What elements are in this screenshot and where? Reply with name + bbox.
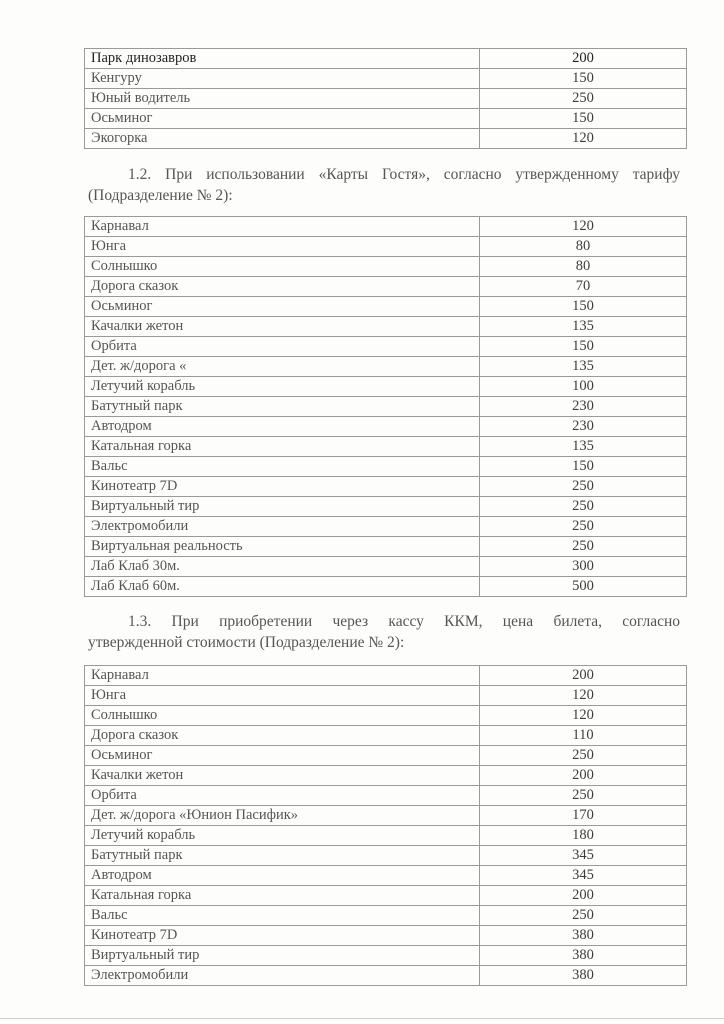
- ticket-price: 230: [480, 417, 687, 437]
- table-row: [85, 217, 687, 237]
- attraction-name: Виртуальный тир: [85, 497, 480, 517]
- attraction-name: Летучий корабль: [85, 377, 480, 397]
- ticket-price: 345: [480, 866, 687, 886]
- ticket-price: 120: [480, 686, 687, 706]
- ticket-price: 135: [480, 357, 687, 377]
- ticket-price: 120: [480, 129, 687, 149]
- table-row: [85, 277, 687, 297]
- table-row: [85, 397, 687, 417]
- table-row: [85, 437, 687, 457]
- table-row: [85, 497, 687, 517]
- attraction-name: Качалки жетон: [85, 317, 480, 337]
- attraction-name: Дорога сказок: [85, 726, 480, 746]
- table-row: [85, 686, 687, 706]
- price-table-guest-card: [84, 216, 687, 597]
- attraction-name: Осьминог: [85, 297, 480, 317]
- attraction-name: Катальная горка: [85, 886, 480, 906]
- table-row: [85, 906, 687, 926]
- table-row: [85, 746, 687, 766]
- ticket-price: 250: [480, 786, 687, 806]
- ticket-price: 250: [480, 517, 687, 537]
- ticket-price: 250: [480, 497, 687, 517]
- ticket-price: 150: [480, 457, 687, 477]
- attraction-name: Батутный парк: [85, 846, 480, 866]
- table-row: [85, 477, 687, 497]
- ticket-price: 150: [480, 297, 687, 317]
- ticket-price: 250: [480, 89, 687, 109]
- page-bottom-edge: [0, 1018, 724, 1019]
- attraction-name: Карнавал: [85, 217, 480, 237]
- table-row: [85, 317, 687, 337]
- price-table-attractions: [84, 48, 687, 149]
- table-row: [85, 557, 687, 577]
- table-row: [85, 706, 687, 726]
- table-row: [85, 129, 687, 149]
- ticket-price: 250: [480, 746, 687, 766]
- attraction-name: Солнышко: [85, 257, 480, 277]
- table-row: [85, 577, 687, 597]
- table-row: [85, 297, 687, 317]
- attraction-name: Осьминог: [85, 109, 480, 129]
- table-row: [85, 69, 687, 89]
- ticket-price: 380: [480, 966, 687, 986]
- table-row: [85, 357, 687, 377]
- table-row: [85, 417, 687, 437]
- attraction-name: Юнга: [85, 686, 480, 706]
- table-row: [85, 537, 687, 557]
- attraction-name: Юнга: [85, 237, 480, 257]
- ticket-price: 135: [480, 437, 687, 457]
- attraction-name: Электромобили: [85, 966, 480, 986]
- attraction-name: Кенгуру: [85, 69, 480, 89]
- attraction-name: Парк динозавров: [85, 49, 480, 69]
- attraction-name: Лаб Клаб 60м.: [85, 577, 480, 597]
- attraction-name: Орбита: [85, 786, 480, 806]
- attraction-name: Батутный парк: [85, 397, 480, 417]
- attraction-name: Дет. ж/дорога «Юнион Пасифик»: [85, 806, 480, 826]
- table-row: [85, 886, 687, 906]
- ticket-price: 120: [480, 217, 687, 237]
- ticket-price: 200: [480, 666, 687, 686]
- attraction-name: Виртуальная реальность: [85, 537, 480, 557]
- table-row: [85, 726, 687, 746]
- price-table-cash-register: [84, 665, 687, 986]
- attraction-name: Катальная горка: [85, 437, 480, 457]
- attraction-name: Кинотеатр 7D: [85, 926, 480, 946]
- table-row: [85, 49, 687, 69]
- ticket-price: 200: [480, 886, 687, 906]
- table-row: [85, 457, 687, 477]
- ticket-price: 250: [480, 906, 687, 926]
- ticket-price: 250: [480, 477, 687, 497]
- attraction-name: Летучий корабль: [85, 826, 480, 846]
- table-row: [85, 946, 687, 966]
- attraction-name: Электромобили: [85, 517, 480, 537]
- ticket-price: 230: [480, 397, 687, 417]
- table-row: [85, 926, 687, 946]
- section-1-2-text: 1.2. При использовании «Карты Гостя», согласно утвержденному тарифу (Подразделение № 2):: [88, 166, 680, 204]
- ticket-price: 110: [480, 726, 687, 746]
- ticket-price: 345: [480, 846, 687, 866]
- table-row: [85, 377, 687, 397]
- ticket-price: 300: [480, 557, 687, 577]
- attraction-name: Автодром: [85, 866, 480, 886]
- table-row: [85, 109, 687, 129]
- table-row: [85, 806, 687, 826]
- attraction-name: Качалки жетон: [85, 766, 480, 786]
- table-row: [85, 846, 687, 866]
- table-row: [85, 257, 687, 277]
- table-row: [85, 826, 687, 846]
- ticket-price: 150: [480, 337, 687, 357]
- table-row: [85, 337, 687, 357]
- attraction-name: Вальс: [85, 457, 480, 477]
- attraction-name: Вальс: [85, 906, 480, 926]
- table-row: [85, 766, 687, 786]
- attraction-name: Орбита: [85, 337, 480, 357]
- ticket-price: 500: [480, 577, 687, 597]
- ticket-price: 200: [480, 766, 687, 786]
- ticket-price: 170: [480, 806, 687, 826]
- table-row: [85, 866, 687, 886]
- ticket-price: 200: [480, 49, 687, 69]
- ticket-price: 80: [480, 237, 687, 257]
- attraction-name: Дорога сказок: [85, 277, 480, 297]
- table-row: [85, 666, 687, 686]
- ticket-price: 180: [480, 826, 687, 846]
- attraction-name: Солнышко: [85, 706, 480, 726]
- attraction-name: Осьминог: [85, 746, 480, 766]
- ticket-price: 80: [480, 257, 687, 277]
- ticket-price: 70: [480, 277, 687, 297]
- table-row: [85, 517, 687, 537]
- table-row: [85, 89, 687, 109]
- table-row: [85, 237, 687, 257]
- attraction-name: Карнавал: [85, 666, 480, 686]
- ticket-price: 150: [480, 69, 687, 89]
- attraction-name: Дет. ж/дорога «: [85, 357, 480, 377]
- ticket-price: 150: [480, 109, 687, 129]
- section-1-3-text: 1.3. При приобретении через кассу ККМ, цена билета, согласно утвержденной стоимости (Подразделение № 2):: [88, 613, 680, 651]
- attraction-name: Кинотеатр 7D: [85, 477, 480, 497]
- ticket-price: 380: [480, 926, 687, 946]
- attraction-name: Экогорка: [85, 129, 480, 149]
- attraction-name: Юный водитель: [85, 89, 480, 109]
- ticket-price: 380: [480, 946, 687, 966]
- ticket-price: 120: [480, 706, 687, 726]
- table-row: [85, 966, 687, 986]
- attraction-name: Автодром: [85, 417, 480, 437]
- attraction-name: Лаб Клаб 30м.: [85, 557, 480, 577]
- table-row: [85, 786, 687, 806]
- attraction-name: Виртуальный тир: [85, 946, 480, 966]
- ticket-price: 100: [480, 377, 687, 397]
- ticket-price: 135: [480, 317, 687, 337]
- ticket-price: 250: [480, 537, 687, 557]
